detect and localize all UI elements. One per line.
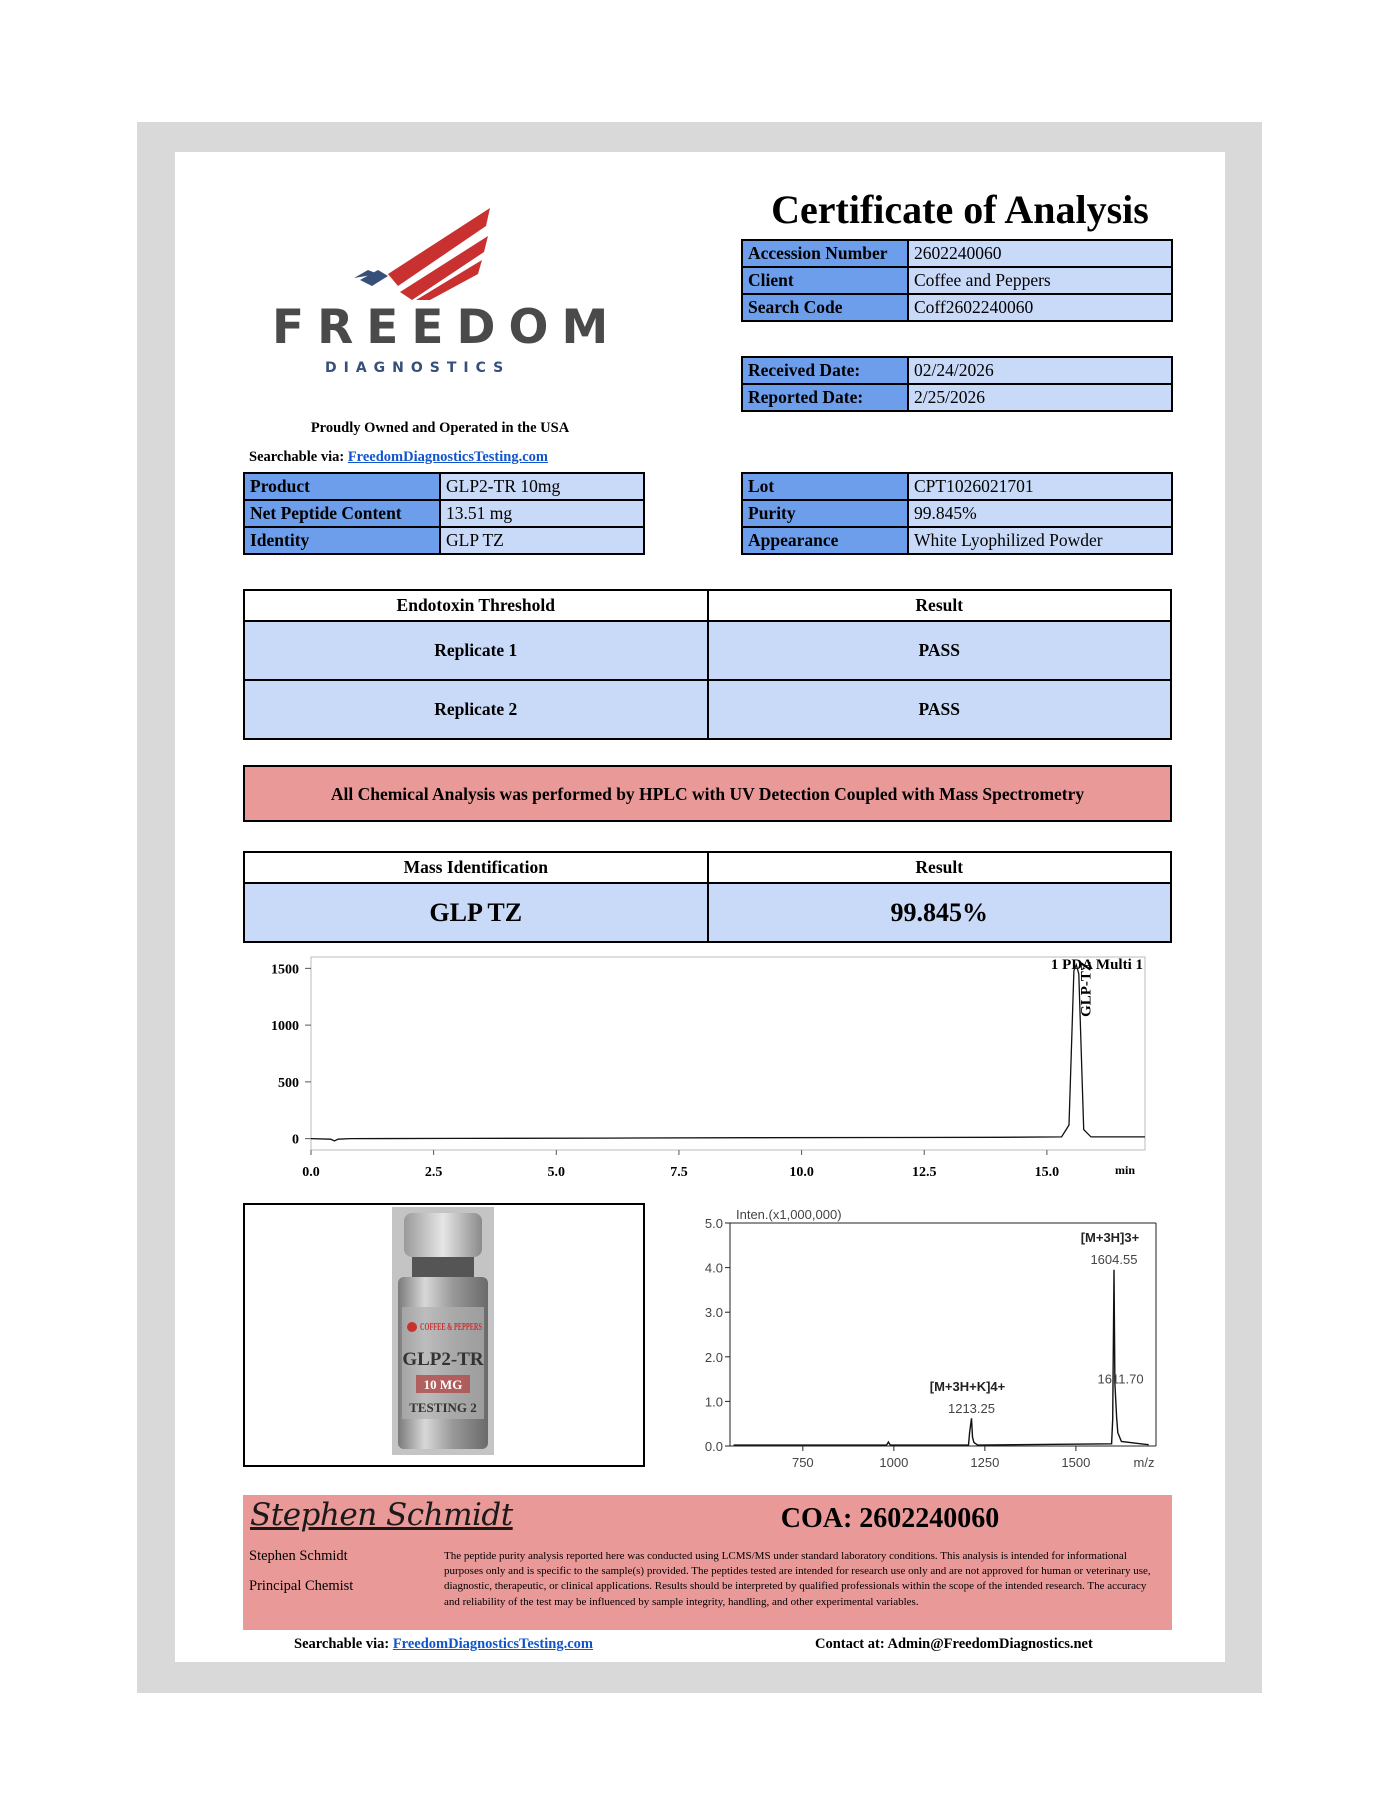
table-label: Identity [244, 527, 440, 554]
table-value: GLP2-TR 10mg [440, 473, 644, 500]
mass-identity: GLP TZ [244, 883, 708, 942]
chart-title: 1 PDA Multi 1 [1050, 957, 1143, 973]
brand-wordmark: FREEDOM [272, 300, 622, 355]
eagle-flag-logo-icon [350, 200, 500, 300]
table-label: Appearance [742, 527, 908, 554]
replicate-name: Replicate 1 [244, 621, 708, 680]
x-tick-label: 15.0 [1034, 1165, 1060, 1180]
lot-table [741, 472, 1173, 555]
column-header: Result [708, 852, 1172, 883]
brand-subtitle: DIAGNOSTICS [325, 360, 511, 376]
searchable-line [249, 449, 548, 466]
x-tick-label: 1000 [879, 1455, 909, 1470]
tagline: Proudly Owned and Operated in the USA [310, 420, 570, 436]
plot-frame [311, 957, 1145, 1150]
x-tick-label: 0.0 [302, 1165, 320, 1180]
column-header: Result [708, 590, 1172, 621]
website-link[interactable]: FreedomDiagnosticsTesting.com [347, 449, 548, 465]
table-value: CPT1026021701 [908, 473, 1172, 500]
column-header: Endotoxin Threshold [244, 590, 708, 621]
chemist-name: Stephen Schmidt [249, 1548, 348, 1564]
mz-label: 1604.55 [1090, 1251, 1138, 1267]
ion-label: [M+3H]3+ [1080, 1229, 1140, 1245]
mass-table [243, 851, 1172, 943]
x-axis-label: min [1114, 1163, 1136, 1177]
vial-product: GLP2-TR [402, 1349, 484, 1370]
signature-script: Stephen Schmidt [250, 1497, 513, 1533]
vial-brand: COFFEE & PEPPERS [420, 1322, 483, 1333]
footer-searchable [294, 1636, 593, 1653]
table-header-row [244, 852, 1171, 883]
endotoxin-table [243, 589, 1172, 740]
page-title: Certificate of Analysis [771, 187, 1149, 232]
table-label: Purity [742, 500, 908, 527]
x-tick-label: 7.5 [670, 1165, 688, 1180]
table-row [742, 294, 1172, 321]
table-row [244, 527, 644, 554]
x-tick-label: 750 [791, 1455, 814, 1470]
y-tick-label: 1.0 [704, 1394, 723, 1410]
table-value: Coff2602240060 [908, 294, 1172, 321]
table-value: 13.51 mg [440, 500, 644, 527]
table-row [742, 357, 1172, 384]
footer-contact: Contact at: Admin@FreedomDiagnostics.net [815, 1636, 1093, 1652]
footer-searchable-prefix: Searchable via: [294, 1636, 390, 1652]
product-table [243, 472, 645, 555]
disclaimer: The peptide purity analysis reported here was conducted using LCMS/MS under standard laboratory conditions. This analysis is intended for informational purposes only and is specific to the sample(s) provided. The peptides tested are intended for research use only and are not approved for human or veterinary use, diagnostic, therapeutic, or clinical applications. Results should be interpreted by qualified professionals within the scope of the intended research. The accuracy and reliability of the test may be influenced by sample integrity, handling, and other experimental variables. [444, 1550, 1151, 1608]
vial-dose: 10 MG [423, 1377, 463, 1392]
table-label: Product [244, 473, 440, 500]
x-axis-label: m/z [1133, 1455, 1155, 1470]
replicate-result: PASS [708, 621, 1172, 680]
table-value: 2602240060 [908, 240, 1172, 267]
y-tick-label: 0.0 [704, 1439, 723, 1454]
y-tick-label: 0 [292, 1132, 299, 1148]
table-label: Received Date: [742, 357, 908, 384]
table-label: Lot [742, 473, 908, 500]
table-value: 02/24/2026 [908, 357, 1172, 384]
table-label: Client [742, 267, 908, 294]
mz-label: 1611.70 [1097, 1371, 1144, 1387]
vial-photo [392, 1207, 494, 1455]
table-row [742, 267, 1172, 294]
x-tick-label: 5.0 [547, 1165, 566, 1180]
dates-table [741, 356, 1173, 412]
x-tick-label: 12.5 [911, 1165, 937, 1180]
x-tick-label: 2.5 [424, 1165, 443, 1180]
mz-label: 1213.25 [947, 1401, 995, 1417]
x-tick-label: 1250 [970, 1455, 1000, 1470]
table-row [244, 883, 1171, 942]
replicate-name: Replicate 2 [244, 680, 708, 739]
y-tick-label: 4.0 [704, 1260, 723, 1276]
y-tick-label: 500 [278, 1075, 299, 1091]
y-tick-label: 1000 [271, 1019, 299, 1035]
table-row [244, 500, 644, 527]
y-tick-label: 3.0 [704, 1305, 723, 1321]
replicate-result: PASS [708, 680, 1172, 739]
table-row [742, 473, 1172, 500]
chemist-role: Principal Chemist [249, 1578, 354, 1594]
footer-website-link[interactable]: FreedomDiagnosticsTesting.com [392, 1636, 593, 1652]
table-value: GLP TZ [440, 527, 644, 554]
spectrum-line [734, 1270, 1149, 1445]
peak-label: GLP-TZ [1078, 961, 1095, 1017]
x-tick-label: 10.0 [789, 1165, 814, 1180]
table-row [742, 500, 1172, 527]
table-label: Net Peptide Content [244, 500, 440, 527]
table-value: Coffee and Peppers [908, 267, 1172, 294]
table-value: 2/25/2026 [908, 384, 1172, 411]
table-row [742, 384, 1172, 411]
table-label: Search Code [742, 294, 908, 321]
mass-result: 99.845% [708, 883, 1172, 942]
vial-note: TESTING 2 [409, 1400, 477, 1415]
table-row [244, 621, 1171, 680]
table-row [742, 527, 1172, 554]
ion-label: [M+3H+K]4+ [929, 1379, 1006, 1395]
y-tick-label: 1500 [271, 962, 299, 978]
y-tick-label: 5.0 [704, 1216, 723, 1231]
x-tick-label: 1500 [1061, 1455, 1091, 1470]
table-header-row [244, 590, 1171, 621]
table-value: 99.845% [908, 500, 1172, 527]
hplc-chromatogram [243, 945, 1172, 1190]
searchable-prefix: Searchable via: [249, 449, 345, 465]
method-banner: All Chemical Analysis was performed by HPLC with UV Detection Coupled with Mass Spectrometry [243, 765, 1172, 822]
header-table [741, 239, 1173, 322]
table-label: Accession Number [742, 240, 908, 267]
y-tick-label: 2.0 [704, 1349, 723, 1365]
mass-spectrum [690, 1203, 1172, 1483]
column-header: Mass Identification [244, 852, 708, 883]
coa-number: COA: 2602240060 [780, 1503, 1000, 1534]
table-value: White Lyophilized Powder [908, 527, 1172, 554]
table-label: Reported Date: [742, 384, 908, 411]
table-row [742, 240, 1172, 267]
table-row [244, 473, 644, 500]
table-row [244, 680, 1171, 739]
y-axis-label: Inten.(x1,000,000) [736, 1207, 842, 1222]
